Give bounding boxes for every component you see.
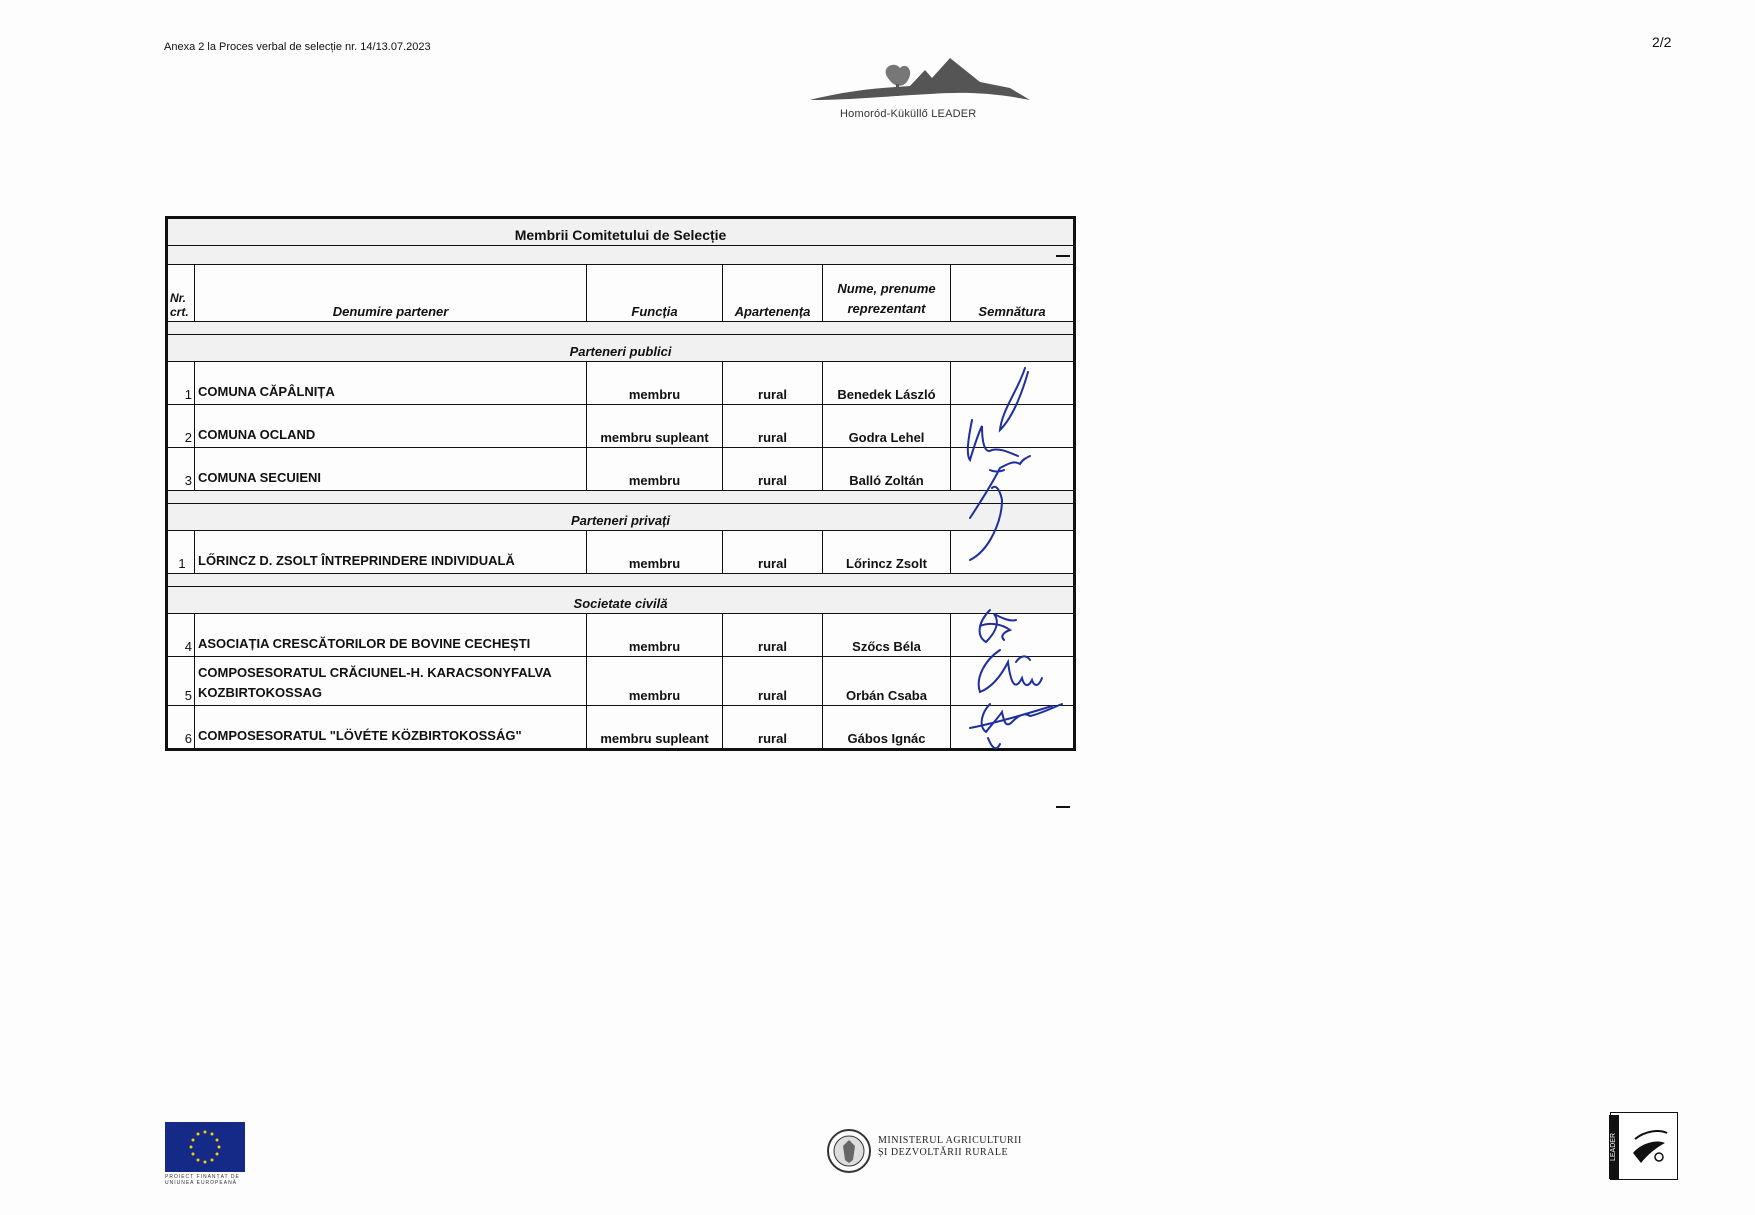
table-row xyxy=(167,531,1075,574)
row-apartenenta: rural xyxy=(723,531,823,574)
table-title: Membrii Comitetului de Selecție xyxy=(167,218,1075,246)
page-number: 2/2 xyxy=(1652,34,1672,50)
table-row xyxy=(167,706,1075,750)
row-nr: 6 xyxy=(167,706,195,750)
row-nr: 4 xyxy=(167,614,195,657)
romania-coat-of-arms-icon xyxy=(826,1128,872,1174)
row-functia: membru supleant xyxy=(587,405,723,448)
col-denumire-partener: Denumire partener xyxy=(195,265,587,322)
row-nr: 5 xyxy=(167,657,195,706)
eu-flag-icon xyxy=(165,1122,245,1172)
spacer-row xyxy=(167,491,1075,504)
annex-reference: Anexa 2 la Proces verbal de selecție nr. 14/13.07.2023 xyxy=(164,41,431,53)
row-nr: 3 xyxy=(167,448,195,491)
table-row xyxy=(167,448,1075,491)
row-nume: Szőcs Béla xyxy=(823,614,951,657)
row-semnatura xyxy=(951,614,1075,657)
row-partener: COMPOSESORATUL "LÖVÉTE KÖZBIRTOKOSSÁG" xyxy=(195,706,587,750)
row-semnatura xyxy=(951,531,1075,574)
section-societate-civila: Societate civilă xyxy=(167,587,1075,614)
row-semnatura xyxy=(951,657,1075,706)
leader-logo xyxy=(1610,1112,1678,1180)
row-nume: Lőrincz Zsolt xyxy=(823,531,951,574)
logo-label: Homoród-Küküllő LEADER xyxy=(840,108,977,120)
row-functia: membru xyxy=(587,362,723,405)
margin-mark xyxy=(1056,806,1070,808)
ministry-line-1: MINISTERUL AGRICULTURII xyxy=(878,1135,1022,1146)
section-parteneri-publici: Parteneri publici xyxy=(167,335,1075,362)
margin-mark xyxy=(1056,255,1070,257)
row-semnatura xyxy=(951,706,1075,750)
table-row xyxy=(167,657,1075,706)
row-apartenenta: rural xyxy=(723,657,823,706)
row-semnatura xyxy=(951,362,1075,405)
spacer-row xyxy=(167,574,1075,587)
ministry-line-2: ȘI DEZVOLTĂRII RURALE xyxy=(878,1147,1009,1158)
col-functia: Funcția xyxy=(587,265,723,322)
row-nr: 2 xyxy=(167,405,195,448)
row-apartenenta: rural xyxy=(723,405,823,448)
row-functia: membru xyxy=(587,657,723,706)
spacer-row xyxy=(167,322,1075,335)
col-semnatura: Semnătura xyxy=(951,265,1075,322)
row-partener: COMUNA SECUIENI xyxy=(195,448,587,491)
row-partener: ASOCIAȚIA CRESCĂTORILOR DE BOVINE CECHEȘTI xyxy=(195,614,587,657)
row-partener: COMUNA OCLAND xyxy=(195,405,587,448)
row-nume: Benedek László xyxy=(823,362,951,405)
section-parteneri-privati: Parteneri privați xyxy=(167,504,1075,531)
leader-emblem-icon xyxy=(1611,1113,1677,1179)
row-nume: Godra Lehel xyxy=(823,405,951,448)
row-apartenenta: rural xyxy=(723,362,823,405)
row-functia: membru xyxy=(587,448,723,491)
committee-table xyxy=(165,216,1076,751)
table-row xyxy=(167,362,1075,405)
row-semnatura xyxy=(951,448,1075,491)
table-row xyxy=(167,405,1075,448)
row-functia: membru xyxy=(587,531,723,574)
row-semnatura xyxy=(951,405,1075,448)
row-apartenenta: rural xyxy=(723,706,823,750)
ministry-label xyxy=(878,1135,1022,1159)
col-nr-crt: Nr. crt. xyxy=(167,265,195,322)
row-nume: Gábos Ignác xyxy=(823,706,951,750)
eu-caption: PROIECT FINANȚAT DE UNIUNEA EUROPEANĂ xyxy=(165,1174,240,1186)
row-apartenenta: rural xyxy=(723,614,823,657)
table-row xyxy=(167,614,1075,657)
col-apartenenta: Apartenența xyxy=(723,265,823,322)
col-nume-reprezentant: Nume, prenume reprezentant xyxy=(823,265,951,322)
row-functia: membru supleant xyxy=(587,706,723,750)
row-nr: 1 xyxy=(167,531,195,574)
row-partener: COMUNA CĂPÂLNIȚA xyxy=(195,362,587,405)
spacer-row xyxy=(167,246,1075,265)
row-nume: Balló Zoltán xyxy=(823,448,951,491)
row-functia: membru xyxy=(587,614,723,657)
row-partener: LŐRINCZ D. ZSOLT ÎNTREPRINDERE INDIVIDUALĂ xyxy=(195,531,587,574)
row-nr: 1 xyxy=(167,362,195,405)
row-nume: Orbán Csaba xyxy=(823,657,951,706)
row-apartenenta: rural xyxy=(723,448,823,491)
leader-label: LEADER xyxy=(1609,1115,1619,1179)
row-partener: COMPOSESORATUL CRĂCIUNEL-H. KARACSONYFALVA KOZBIRTOKOSSAG xyxy=(195,657,587,706)
